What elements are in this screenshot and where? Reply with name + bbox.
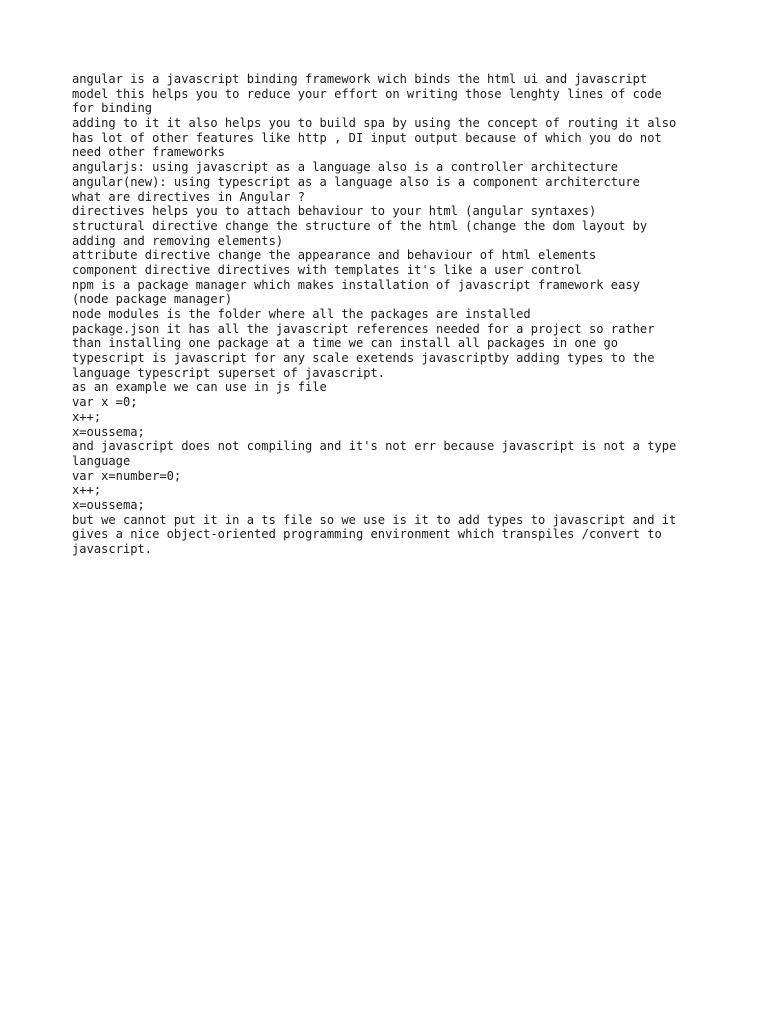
text-line: var x=number=0;: [72, 468, 182, 483]
document-body: [72, 72, 712, 557]
text-line: component directive directives with templates it's like a user control: [72, 262, 582, 277]
text-line: node modules is the folder where all the packages are installed: [72, 307, 531, 321]
text-line: adding to it it also helps you to build spa by using the concept of routing it also: [72, 116, 677, 131]
text-line: attribute directive change the appearance and behaviour of html elements: [72, 248, 597, 263]
text-line: model this helps you to reduce your effort on writing those lenghty lines of code: [72, 86, 662, 101]
text-line: x=oussema;: [72, 424, 145, 439]
text-line: angularjs: using javascript as a language also is a controller architecture: [72, 160, 619, 175]
text-line: adding and removing elements): [72, 233, 284, 248]
text-line: has lot of other features like http , DI input output because of which you do not: [72, 130, 662, 145]
text-line: gives a nice object-oriented programming environment which transpiles /convert to: [72, 527, 662, 542]
text-line: need other frameworks: [72, 145, 225, 160]
text-line: angular is a javascript binding framework wich binds the html ui and javascript: [72, 72, 648, 86]
text-line: angular(new): using typescript as a language also is a component architercture: [72, 174, 640, 189]
text-line: what are directives in Angular ?: [72, 189, 305, 204]
text-line: than installing one package at a time we can install all packages in one go: [72, 336, 619, 351]
text-line: directives helps you to attach behaviour to your html (angular syntaxes): [72, 204, 597, 219]
text-line: x++;: [72, 409, 102, 424]
text-line: but we cannot put it in a ts file so we use is it to add types to javascript and it: [72, 512, 677, 527]
text-line: x++;: [72, 483, 102, 498]
text-line: var x =0;: [72, 395, 138, 410]
text-line: javascript.: [72, 542, 153, 556]
text-line: as an example we can use in js file: [72, 380, 327, 395]
text-line: typescript is javascript for any scale exetends javascriptby adding types to the: [72, 351, 655, 366]
text-line: x=oussema;: [72, 497, 145, 512]
text-line: language: [72, 453, 131, 468]
text-line: (node package manager): [72, 292, 233, 307]
text-line: language typescript superset of javascript.: [72, 365, 386, 380]
text-line: and javascript does not compiling and it's not err because javascript is not a type: [72, 439, 677, 454]
text-line: for binding: [72, 101, 153, 116]
text-line: package.json it has all the javascript references needed for a project so rather: [72, 321, 655, 336]
text-line: npm is a package manager which makes installation of javascript framework easy: [72, 277, 640, 292]
text-line: structural directive change the structure of the html (change the dom layout by: [72, 218, 648, 233]
